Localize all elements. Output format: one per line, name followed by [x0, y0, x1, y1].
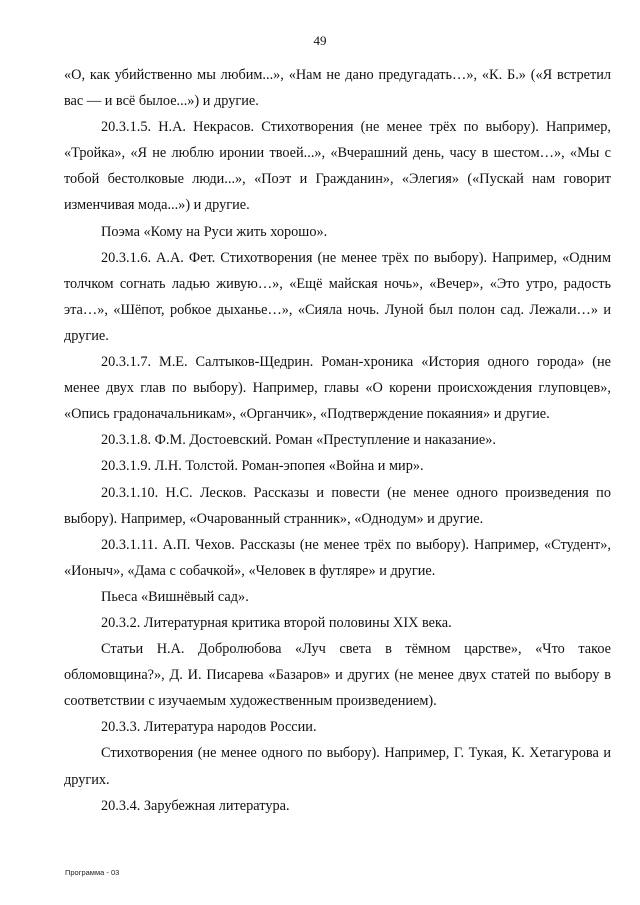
paragraph: 20.3.2. Литературная критика второй половины XIX века.	[101, 614, 452, 631]
paragraph: Статьи Н.А. Добролюбова «Луч света в тёмном царстве», «Что такое обломовщина?», Д. И. Писарева «Базаров» и других (не менее двух статей по выбору в соответствии с изучаемым художественным произведением).	[64, 641, 611, 710]
footer-label: Программа - 03	[65, 868, 120, 877]
paragraph: 20.3.1.8. Ф.М. Достоевский. Роман «Преступление и наказание».	[101, 432, 496, 449]
paragraph: 20.3.3. Литература народов России.	[101, 719, 317, 736]
paragraph: 20.3.1.7. М.Е. Салтыков-Щедрин. Роман-хроника «История одного города» (не менее двух глав по выбору). Например, главы «О корени происхождения глуповцев», «Опись градоначальникам», «Органчик», «Подтверждение покаяния» и другие.	[64, 354, 611, 423]
paragraph: 20.3.1.6. А.А. Фет. Стихотворения (не менее трёх по выбору). Например, «Одним толчком согнать ладью живую…», «Ещё майская ночь», «Вечер», «Это утро, радость эта…», «Шёпот, робкое дыханье…», «Сияла ночь. Луной был полон сад. Лежали…» и другие.	[64, 249, 611, 344]
paragraph: 20.3.1.10. Н.С. Лесков. Рассказы и повести (не менее одного произведения по выбору). Например, «Очарованный странник», «Однодум» и другие.	[64, 484, 611, 527]
paragraph: 20.3.4. Зарубежная литература.	[101, 797, 290, 814]
paragraph: 20.3.1.5. Н.А. Некрасов. Стихотворения (не менее трёх по выбору). Например, «Тройка», «Я не люблю иронии твоей...», «Вчерашний день, часу в шестом…», «Мы с тобой бестолковые люди...», «Поэт и Гражданин», «Элегия» («Пускай нам говорит изменчивая мода...») и другие.	[64, 119, 611, 214]
paragraph: Пьеса «Вишнёвый сад».	[101, 588, 249, 605]
paragraph: Стихотворения (не менее одного по выбору). Например, Г. Тукая, К. Хетагурова и других.	[64, 745, 611, 788]
paragraph: 20.3.1.9. Л.Н. Толстой. Роман-эпопея «Война и мир».	[101, 458, 424, 475]
paragraph: «О, как убийственно мы любим...», «Нам не дано предугадать…», «К. Б.» («Я встретил вас — и всё былое...») и другие.	[64, 67, 611, 110]
paragraph: 20.3.1.11. А.П. Чехов. Рассказы (не менее трёх по выбору). Например, «Студент», «Ионыч», «Дама с собачкой», «Человек в футляре» и другие.	[64, 536, 611, 579]
page-number: 49	[313, 33, 327, 48]
document-body	[64, 62, 611, 819]
paragraph: Поэма «Кому на Руси жить хорошо».	[101, 223, 328, 240]
